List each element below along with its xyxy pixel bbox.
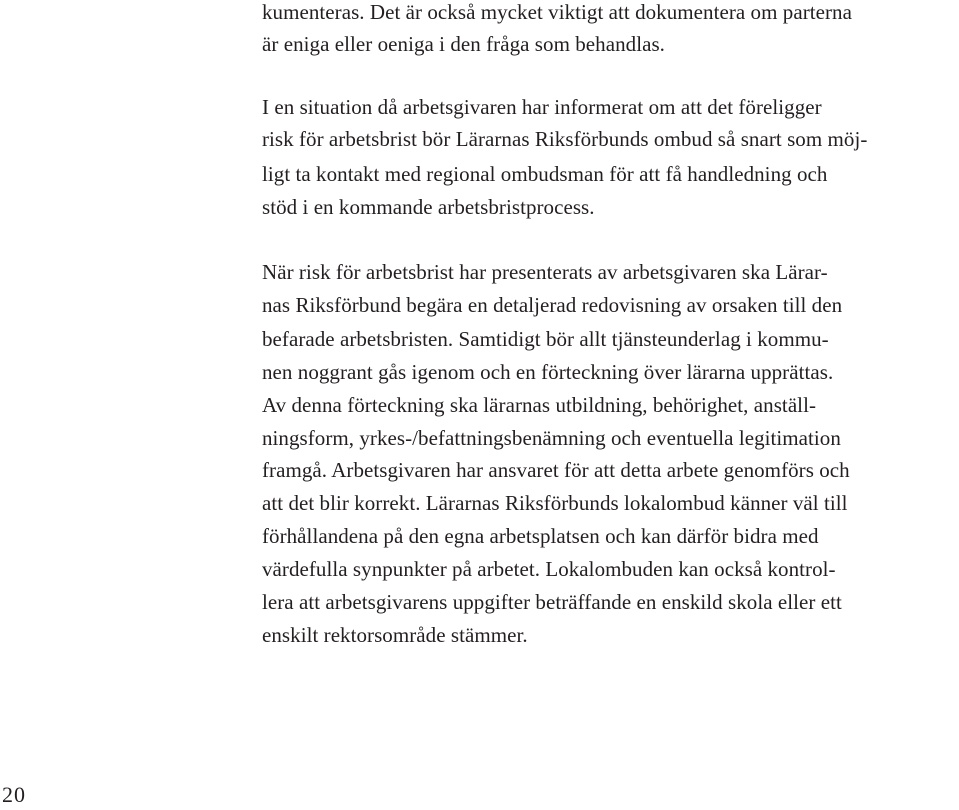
text-line: I en situation då arbetsgivaren har informerat om att det föreligger: [262, 95, 822, 119]
text-line: förhållandena på den egna arbetsplatsen och kan därför bidra med: [262, 524, 819, 548]
text-line: ningsform, yrkes-/befattningsbenämning och eventuella legitimation: [262, 426, 841, 450]
text-line: risk för arbetsbrist bör Lärarnas Riksförbunds ombud så snart som möj-: [262, 127, 868, 151]
text-line: är eniga eller oeniga i den fråga som behandlas.: [262, 32, 665, 56]
text-line: enskilt rektorsområde stämmer.: [262, 623, 528, 647]
text-line: ligt ta kontakt med regional ombudsman för att få handledning och: [262, 162, 828, 186]
page-number: 20: [2, 782, 26, 807]
text-line: att det blir korrekt. Lärarnas Riksförbunds lokalombud känner väl till: [262, 491, 848, 515]
text-line: När risk för arbetsbrist har presenterats av arbetsgivaren ska Lärar-: [262, 260, 828, 284]
text-line: nen noggrant gås igenom och en förteckning över lärarna upprättas.: [262, 360, 834, 384]
text-line: lera att arbetsgivarens uppgifter beträffande en enskild skola eller ett: [262, 590, 842, 614]
text-line: värdefulla synpunkter på arbetet. Lokalombuden kan också kontrol-: [262, 557, 836, 581]
text-line: framgå. Arbetsgivaren har ansvaret för att detta arbete genomförs och: [262, 458, 850, 482]
text-line: stöd i en kommande arbetsbristprocess.: [262, 195, 595, 219]
text-line: Av denna förteckning ska lärarnas utbildning, behörighet, anställ-: [262, 393, 816, 417]
text-line: nas Riksförbund begära en detaljerad redovisning av orsaken till den: [262, 293, 843, 317]
text-line: kumenteras. Det är också mycket viktigt att dokumentera om parterna: [262, 0, 852, 24]
text-line: befarade arbetsbristen. Samtidigt bör allt tjänsteunderlag i kommu-: [262, 327, 829, 351]
